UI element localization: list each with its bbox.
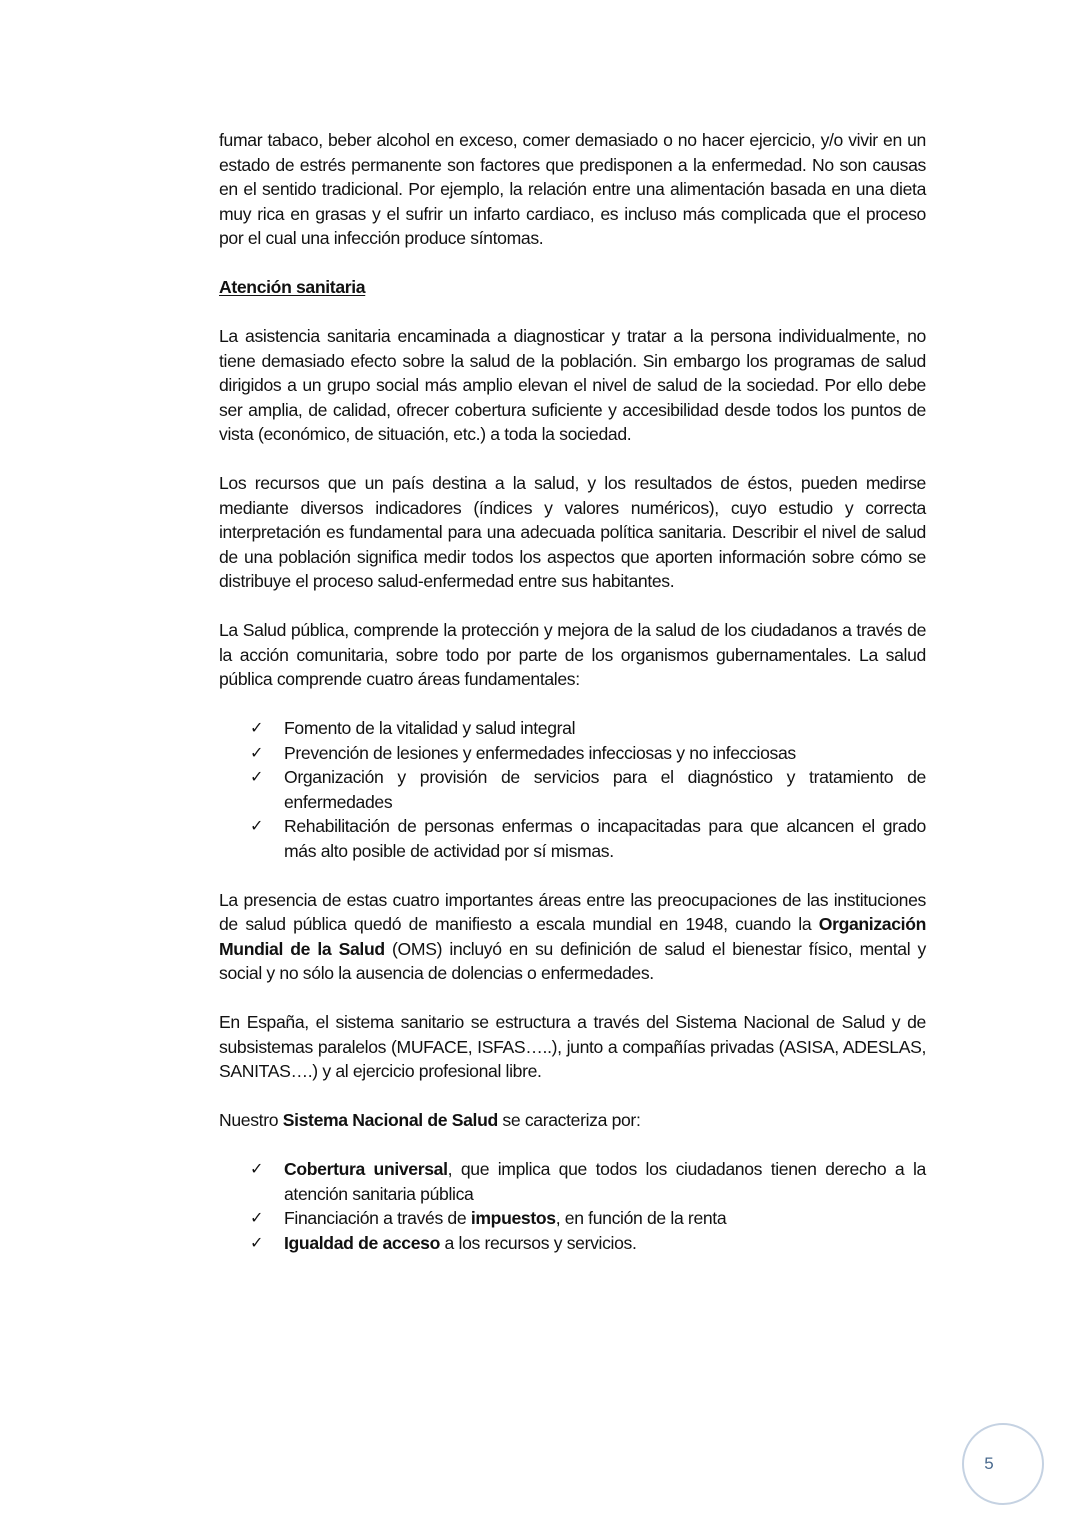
paragraph-intro: fumar tabaco, beber alcohol en exceso, comer demasiado o no hacer ejercicio, y/o vivir en un estado de estrés permanente son factores que predisponen a la enfermedad. No son causas en el sentido tradicional. Por ejemplo, la relación entre una alimentación basada en una dieta muy rica en grasas y el sufrir un infarto cardiaco, es incluso más complicada que el proceso por el cual una infección produce síntomas. (219, 130, 926, 248)
paragraph-espana: En España, el sistema sanitario se estructura a través del Sistema Nacional de Salud y de subsistemas paralelos (MUFACE, ISFAS…..), junto a compañías privadas (ASISA, ADESLAS, SANITAS….) y al ejercicio profesional libre. (219, 1012, 926, 1081)
document-page (219, 128, 926, 1255)
list-item: ✓ Financiación a través de impuestos, en función de la renta (284, 1206, 926, 1231)
checkmark-icon: ✓ (250, 816, 264, 835)
checkmark-icon: ✓ (250, 1232, 264, 1252)
checkmark-icon: ✓ (250, 718, 264, 737)
list-item: ✓ Igualdad de acceso a los recursos y servicios. (284, 1231, 926, 1256)
paragraph-sns: Nuestro Sistema Nacional de Salud se caracteriza por: (219, 1110, 641, 1130)
sns-bold: Sistema Nacional de Salud (282, 1110, 498, 1130)
oms-bold: Organización Mundial de la Salud (219, 914, 926, 959)
areas-list (219, 716, 926, 863)
page-number: 5 (984, 1454, 994, 1473)
page-number-circle (962, 1423, 1044, 1505)
checkmark-icon: ✓ (250, 742, 264, 762)
heading-atencion-sanitaria: Atención sanitaria (219, 277, 366, 297)
paragraph-recursos: Los recursos que un país destina a la salud, y los resultados de éstos, pueden medirse mediante diversos indicadores (índices y valores numéricos), cuyo estudio y correcta interpretación es fundamental para una adecuada política sanitaria. Describir el nivel de salud de una población significa medir todos los aspectos que aporten información sobre cómo se distribuye el proceso salud-enfermedad entre sus habitantes. (219, 473, 926, 591)
paragraph-oms: La presencia de estas cuatro importantes áreas entre las preocupaciones de las instituciones de salud pública quedó de manifiesto a escala mundial en 1948, cuando la Organización Mundial de la Salud (OMS) incluyó en su definición de salud el bienestar físico, mental y social y no sólo la ausencia de dolencias o enfermedades. (219, 889, 926, 983)
list-item: ✓ Rehabilitación de personas enfermas o incapacitadas para que alcancen el grado más alto posible de actividad por sí mismas. (250, 816, 926, 861)
list-item: ✓ Organización y provisión de servicios para el diagnóstico y tratamiento de enfermedades (250, 767, 926, 812)
list-item: ✓ Prevención de lesiones y enfermedades infecciosas y no infecciosas (284, 741, 926, 766)
list-item: ✓ Fomento de la vitalidad y salud integral (284, 716, 926, 741)
list-item: ✓ Cobertura universal, que implica que todos los ciudadanos tienen derecho a la atención sanitaria pública (250, 1159, 926, 1204)
paragraph-salud-publica: La Salud pública, comprende la protección y mejora de la salud de los ciudadanos a través de la acción comunitaria, sobre todo por parte de los organismos gubernamentales. La salud pública comprende cuatro áreas fundamentales: (219, 620, 926, 689)
checkmark-icon: ✓ (250, 1159, 264, 1178)
checkmark-icon: ✓ (250, 1208, 264, 1227)
checkmark-icon: ✓ (250, 767, 264, 786)
sns-features-list (219, 1157, 926, 1255)
section-heading (219, 275, 926, 300)
paragraph-asistencia: La asistencia sanitaria encaminada a diagnosticar y tratar a la persona individualmente, no tiene demasiado efecto sobre la salud de la población. Sin embargo los programas de salud dirigidos a un grupo social más amplio elevan el nivel de salud de la sociedad. Por ello debe ser amplia, de calidad, ofrecer cobertura suficiente y accesibilidad desde todos los puntos de vista (económico, de situación, etc.) a toda la sociedad. (219, 326, 926, 444)
